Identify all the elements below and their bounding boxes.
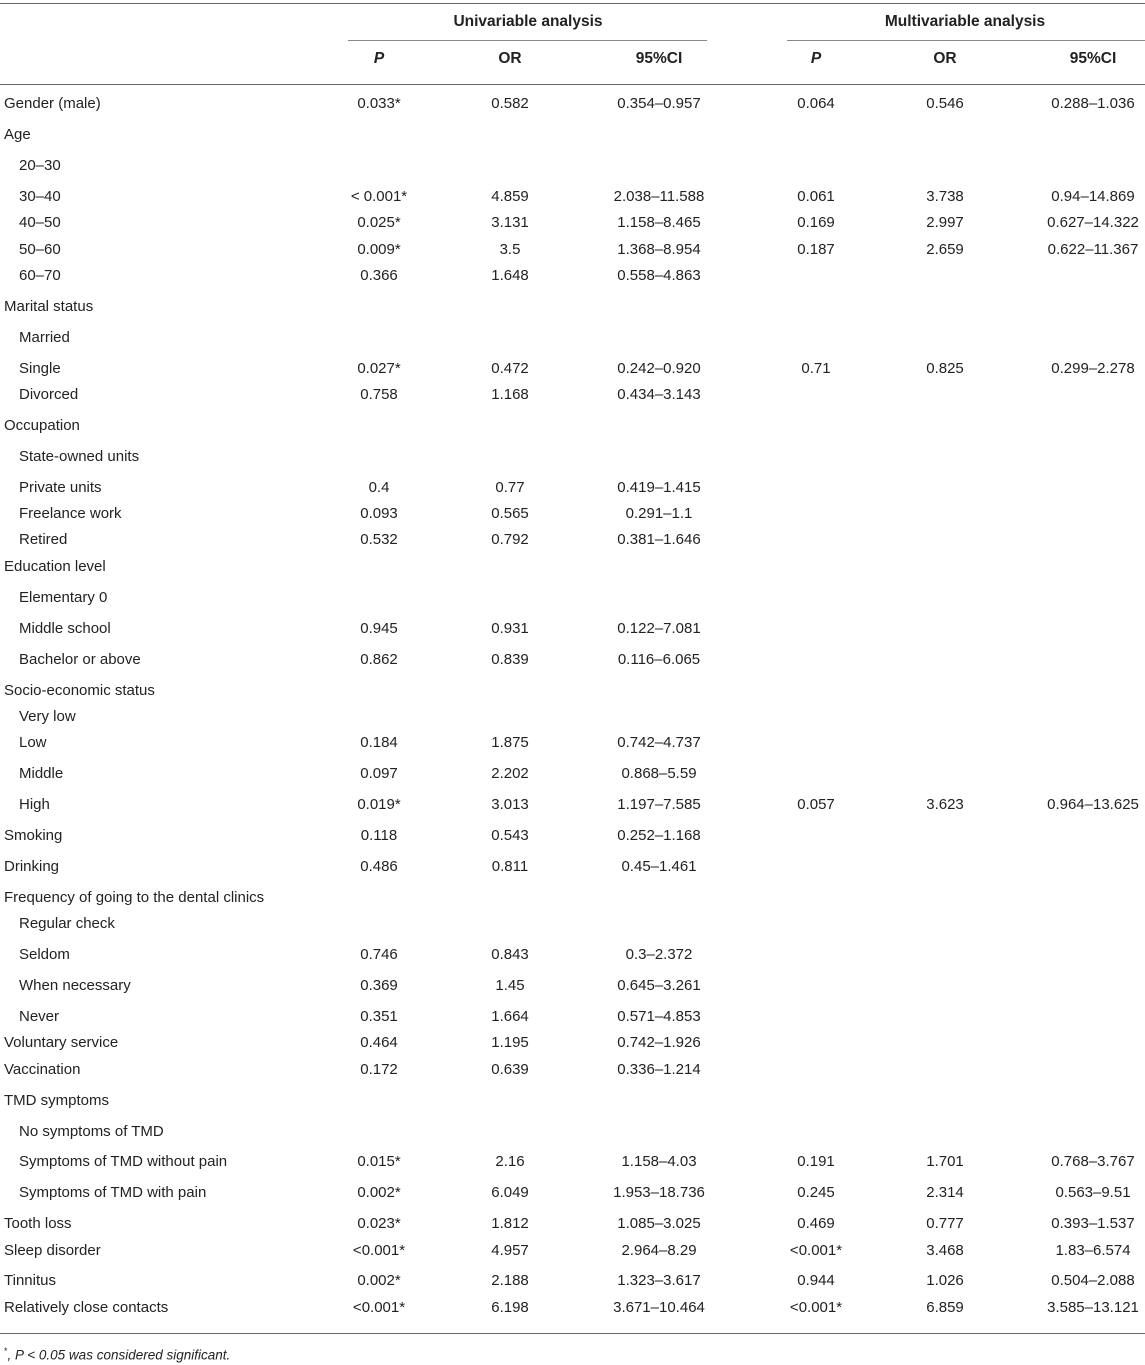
cell-mp: 0.191 [797,1153,835,1170]
cell-up: 0.945 [360,620,398,637]
cell-uor: 1.45 [495,977,525,994]
table-row [0,942,1145,968]
table-row [0,1004,1145,1030]
table-row [0,973,1145,999]
cell-uor: 2.16 [495,1153,525,1170]
row-label: 30–40 [19,188,61,205]
cell-up: 0.033* [357,95,401,112]
cell-mci: 0.622–11.367 [1047,241,1139,258]
cell-uor: 0.582 [491,95,529,112]
row-label: Retired [19,531,68,548]
cell-mp: 0.187 [797,241,835,258]
table-row [0,823,1145,849]
cell-up: 0.019* [357,796,401,813]
cell-uci: 1.158–8.465 [617,214,701,231]
cell-up: 0.023* [357,1215,401,1232]
cell-mor: 0.825 [926,360,964,377]
table-row [0,475,1145,501]
cell-up: 0.746 [360,946,398,963]
cell-uor: 3.013 [491,796,529,813]
cell-uci: 1.323–3.617 [617,1272,701,1289]
cell-uci: 1.085–3.025 [617,1215,701,1232]
cell-uor: 1.648 [491,267,529,284]
table-row [0,678,1145,704]
header-rule [0,84,1145,85]
cell-up: 0.351 [360,1008,398,1025]
table-row [0,1295,1145,1321]
col-header-multivariable-p: P [810,50,822,67]
cell-mor: 1.026 [926,1272,964,1289]
row-label: Bachelor or above [19,651,141,668]
cell-uor: 1.812 [491,1215,529,1232]
table-row [0,413,1145,439]
cell-mp: 0.71 [801,360,831,377]
cell-mci: 0.627–14.322 [1047,214,1139,231]
cell-up: <0.001* [352,1242,406,1259]
row-label: Drinking [4,858,60,875]
table-row [0,885,1145,911]
table-row [0,237,1145,263]
footnote-marker: * [4,1346,8,1356]
cell-up: 0.862 [360,651,398,668]
cell-uci: 0.558–4.863 [617,267,701,284]
table-row [0,1211,1145,1237]
table-row [0,210,1145,236]
col-header-multivariable-ci: 95%CI [1069,50,1117,67]
cell-uor: 1.195 [491,1034,529,1051]
cell-mp: 0.169 [797,214,835,231]
row-label: Frequency of going to the dental clinics [4,889,265,906]
table-row [0,792,1145,818]
cell-mp: <0.001* [789,1242,843,1259]
row-label: Occupation [4,417,80,434]
row-label: Married [19,329,70,346]
cell-up: 0.025* [357,214,401,231]
cell-uci: 0.116–6.065 [617,651,701,668]
cell-mp: 0.061 [797,188,835,205]
cell-uci: 0.45–1.461 [621,858,697,875]
cell-uor: 0.792 [491,531,529,548]
cell-uci: 1.368–8.954 [617,241,701,258]
top-rule [0,3,1145,4]
cell-uci: 0.252–1.168 [617,827,701,844]
row-label: Very low [19,708,76,725]
cell-uci: 0.122–7.081 [617,620,701,637]
row-label: Regular check [19,915,115,932]
table-row [0,91,1145,117]
cell-uor: 2.202 [491,765,529,782]
cell-mci: 0.94–14.869 [1051,188,1135,205]
row-label: Tooth loss [4,1215,72,1232]
cell-mor: 1.701 [926,1153,964,1170]
table-row [0,1149,1145,1175]
cell-uci: 0.868–5.59 [621,765,697,782]
cell-mci: 3.585–13.121 [1047,1299,1139,1316]
table-row [0,501,1145,527]
row-label: No symptoms of TMD [19,1123,164,1140]
table-row [0,527,1145,553]
cell-mor: 3.468 [926,1242,964,1259]
col-header-univariable-p: P [373,50,385,67]
row-label: Education level [4,558,106,575]
cell-mor: 3.623 [926,796,964,813]
cell-mor: 2.997 [926,214,964,231]
table-row [0,1268,1145,1294]
cell-mci: 1.83–6.574 [1055,1242,1131,1259]
row-label: Age [4,126,31,143]
row-label: Low [19,734,47,751]
row-label: TMD symptoms [4,1092,109,1109]
cell-uor: 0.565 [491,505,529,522]
cell-mci: 0.299–2.278 [1051,360,1135,377]
row-label: Private units [19,479,102,496]
footnote-text: , P < 0.05 was considered significant. [7,1347,231,1363]
cell-mp: 0.245 [797,1184,835,1201]
cell-uor: 0.77 [495,479,525,496]
cell-up: 0.184 [360,734,398,751]
cell-mci: 0.504–2.088 [1051,1272,1135,1289]
row-label: Divorced [19,386,79,403]
cell-uor: 0.639 [491,1061,529,1078]
col-header-univariable-ci: 95%CI [635,50,683,67]
cell-mor: 6.859 [926,1299,964,1316]
cell-uor: 0.931 [491,620,529,637]
row-label: Seldom [19,946,70,963]
cell-mp: 0.064 [797,95,835,112]
table-row [0,382,1145,408]
cell-uci: 1.953–18.736 [613,1184,705,1201]
row-label: Tinnitus [4,1272,56,1289]
table-row [0,730,1145,756]
cell-uor: 4.957 [491,1242,529,1259]
multivariable-group-rule [787,40,1145,41]
table-row [0,294,1145,320]
cell-up: 0.009* [357,241,401,258]
cell-uor: 3.131 [491,214,529,231]
bottom-rule [0,1333,1145,1334]
row-label: Never [19,1008,60,1025]
row-label: Gender (male) [4,95,101,112]
table-row [0,585,1145,611]
col-header-multivariable-or: OR [933,50,957,67]
cell-mp: 0.944 [797,1272,835,1289]
cell-uor: 3.5 [499,241,521,258]
cell-uor: 1.664 [491,1008,529,1025]
cell-up: 0.027* [357,360,401,377]
table-row [0,1088,1145,1114]
cell-mci: 0.768–3.767 [1051,1153,1135,1170]
cell-mp: 0.057 [797,796,835,813]
cell-up: <0.001* [352,1299,406,1316]
row-label: Freelance work [19,505,122,522]
cell-uor: 6.198 [491,1299,529,1316]
cell-up: 0.369 [360,977,398,994]
table-row [0,1180,1145,1206]
row-label: 50–60 [19,241,61,258]
table-row [0,325,1145,351]
cell-uci: 0.354–0.957 [617,95,701,112]
row-label: Middle [19,765,64,782]
cell-uor: 0.811 [491,858,529,875]
multivariable-group-header: Multivariable analysis [884,13,1046,30]
table-row [0,647,1145,673]
table-row [0,184,1145,210]
table-footnote [4,1346,230,1363]
row-label: 40–50 [19,214,61,231]
cell-uci: 0.434–3.143 [617,386,701,403]
cell-uor: 1.875 [491,734,529,751]
cell-uor: 0.839 [491,651,529,668]
cell-up: 0.002* [357,1272,401,1289]
cell-up: < 0.001* [350,188,408,205]
cell-uci: 0.742–4.737 [617,734,701,751]
cell-uci: 2.964–8.29 [621,1242,697,1259]
table-row [0,1119,1145,1145]
table-row [0,704,1145,730]
cell-uor: 4.859 [491,188,529,205]
cell-uor: 1.168 [491,386,529,403]
cell-up: 0.758 [360,386,398,403]
cell-up: 0.4 [368,479,390,496]
cell-mci: 0.288–1.036 [1051,95,1135,112]
cell-uci: 1.197–7.585 [617,796,701,813]
table-row [0,554,1145,580]
row-label: Elementary 0 [19,589,108,606]
cell-uor: 0.543 [491,827,529,844]
table-row [0,263,1145,289]
cell-uci: 0.3–2.372 [625,946,693,963]
cell-up: 0.486 [360,858,398,875]
univariable-group-rule [348,40,707,41]
cell-uci: 0.242–0.920 [617,360,701,377]
table-row [0,911,1145,937]
row-label: Socio-economic status [4,682,155,699]
cell-mp: <0.001* [789,1299,843,1316]
table-row [0,761,1145,787]
univariable-group-header: Univariable analysis [453,13,603,30]
cell-mor: 0.546 [926,95,964,112]
cell-uci: 0.336–1.214 [617,1061,701,1078]
row-label: Middle school [19,620,111,637]
cell-up: 0.172 [360,1061,398,1078]
cell-mor: 2.659 [926,241,964,258]
row-label: Sleep disorder [4,1242,101,1259]
table-row [0,444,1145,470]
cell-uor: 0.843 [491,946,529,963]
cell-uci: 0.291–1.1 [625,505,693,522]
cell-uci: 3.671–10.464 [613,1299,705,1316]
cell-mor: 0.777 [926,1215,964,1232]
row-label: Vaccination [4,1061,81,1078]
cell-up: 0.002* [357,1184,401,1201]
cell-up: 0.093 [360,505,398,522]
cell-uor: 6.049 [491,1184,529,1201]
row-label: Single [19,360,61,377]
cell-uci: 1.158–4.03 [621,1153,697,1170]
cell-uor: 0.472 [491,360,529,377]
cell-mor: 3.738 [926,188,964,205]
table-row [0,1030,1145,1056]
cell-up: 0.464 [360,1034,398,1051]
row-label: Symptoms of TMD with pain [19,1184,207,1201]
table-row [0,153,1145,179]
row-label: State-owned units [19,448,140,465]
cell-up: 0.532 [360,531,398,548]
cell-uci: 0.419–1.415 [617,479,701,496]
cell-up: 0.118 [360,827,398,844]
table-row [0,1238,1145,1264]
table-row [0,616,1145,642]
cell-uci: 0.571–4.853 [617,1008,701,1025]
row-label: Marital status [4,298,94,315]
cell-up: 0.097 [360,765,398,782]
cell-mci: 0.563–9.51 [1055,1184,1131,1201]
cell-up: 0.366 [360,267,398,284]
table-row [0,1057,1145,1083]
table-row [0,356,1145,382]
row-label: Smoking [4,827,63,844]
table-row [0,122,1145,148]
cell-uci: 0.645–3.261 [617,977,701,994]
row-label: 60–70 [19,267,61,284]
row-label: 20–30 [19,157,61,174]
cell-up: 0.015* [357,1153,401,1170]
cell-uci: 0.742–1.926 [617,1034,701,1051]
cell-uci: 0.381–1.646 [617,531,701,548]
row-label: When necessary [19,977,131,994]
cell-uor: 2.188 [491,1272,529,1289]
row-label: Relatively close contacts [4,1299,169,1316]
col-header-univariable-or: OR [498,50,522,67]
cell-mp: 0.469 [797,1215,835,1232]
cell-mci: 0.393–1.537 [1051,1215,1135,1232]
cell-mor: 2.314 [926,1184,964,1201]
cell-uci: 2.038–11.588 [613,188,705,205]
row-label: Symptoms of TMD without pain [19,1153,228,1170]
cell-mci: 0.964–13.625 [1047,796,1139,813]
table-row [0,854,1145,880]
row-label: Voluntary service [4,1034,119,1051]
row-label: High [19,796,50,813]
